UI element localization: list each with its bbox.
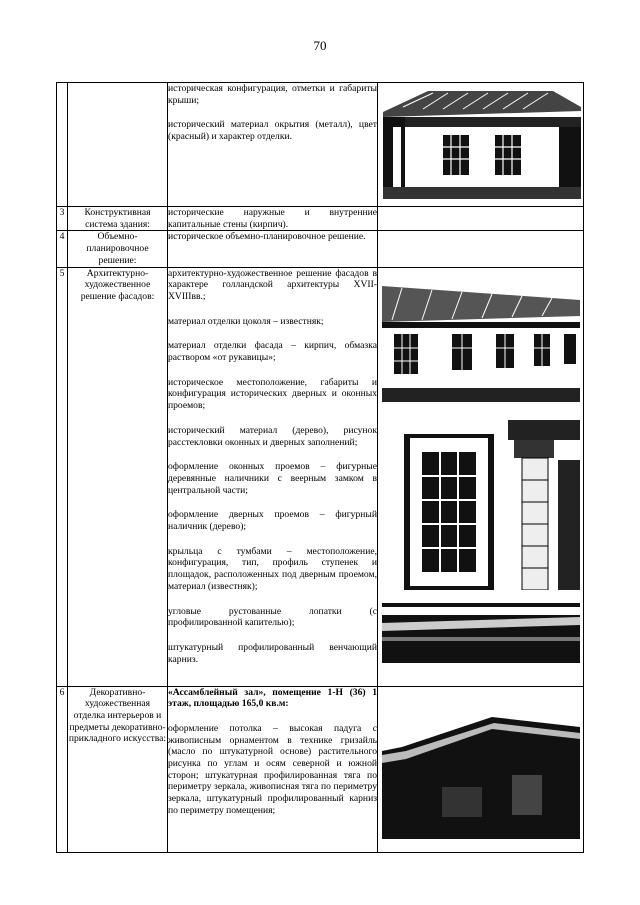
description-item: крыльца с тумбами – местоположение, конфигурация, тип, профиль ступенек и площадок, расположенных под дверным проемом, материал (известняк);	[168, 545, 377, 592]
description-item: архитектурно-художественное решение фасадов в характере голландской архитектуры XVII-XVIIIвв.;	[168, 267, 377, 302]
row-title: Объемно-планировочное решение:	[68, 231, 168, 267]
protected-features-table	[56, 82, 584, 853]
description-item: исторический материал (дерево), рисунок расстекловки оконных и дверных заполнений;	[168, 424, 377, 448]
row-number	[57, 83, 68, 207]
photo-cell	[378, 231, 584, 267]
photo-cell	[378, 83, 584, 207]
table-row	[57, 267, 584, 686]
description-item: историческое местоположение, габариты и конфигурация исторических дверных и оконных проемов;	[168, 376, 377, 412]
window-detail-photo	[404, 434, 494, 590]
description-item: историческая конфигурация, отметки и габариты крыши;	[168, 83, 377, 106]
row-number: 5	[57, 267, 68, 686]
row-title	[68, 83, 168, 207]
description-item: материал отделки цоколя – известняк;	[168, 315, 324, 327]
row-description	[168, 686, 378, 852]
table-row	[57, 686, 584, 852]
row-description	[168, 207, 378, 231]
page-number: 70	[313, 38, 327, 53]
row-number: 6	[57, 686, 68, 852]
facade-photo	[382, 282, 580, 402]
description-item: исторические наружные и внутренние капитальные стены (кирпич).	[168, 207, 377, 230]
row-description	[168, 231, 378, 267]
row-title: Декоративно-художественная отделка интерьеров и предметы декоративно-прикладного искусства:	[68, 686, 168, 852]
description-item: исторический материал окрытия (металл), цвет (красный) и характер отделки.	[168, 119, 377, 143]
table-row	[57, 207, 584, 231]
description-item: угловые рустованные лопатки (с профилированной капителью);	[168, 605, 377, 629]
row-description	[168, 267, 378, 686]
row-number: 4	[57, 231, 68, 267]
description-heading: «Ассамблейный зал», помещение 1-Н (36) 1 этаж, площадью 165,0 кв.м:	[168, 686, 377, 710]
table-row	[57, 231, 584, 267]
description-item: материал отделки фасада – кирпич, обмазка раствором «от рукавицы»;	[168, 340, 377, 364]
cornice-photo	[382, 603, 580, 663]
pilaster-capital-photo	[508, 420, 580, 590]
description-item: оформление потолка – высокая падуга с живописным орнаментом в технике гризайль (масло по штукатурной основе) растительного рисунка по углам и осям северной и южной сторон; штукатурная профилированная тяга по периметру зеркала, живописная тяга по периметру зеркала, штукатурный профилированный карниз по периметру помещения;	[168, 722, 377, 816]
row-title: Конструктивная система здания:	[68, 207, 168, 231]
ceiling-interior-photo	[382, 697, 580, 839]
table-row	[57, 83, 584, 207]
description-item: историческое объемно-планировочное решение.	[168, 231, 366, 243]
photo-cell	[378, 267, 584, 686]
description-item: оформление дверных проемов – фигурный наличник (дерево);	[168, 509, 377, 533]
row-title: Архитектурно-художественное решение фасадов:	[68, 267, 168, 686]
building-roof-photo	[383, 87, 581, 199]
description-item: оформление оконных проемов – фигурные деревянные наличники с веерным замком в центральной части;	[168, 461, 377, 496]
photo-cell	[378, 686, 584, 852]
row-number: 3	[57, 207, 68, 231]
row-description	[168, 83, 378, 207]
photo-cell	[378, 207, 584, 231]
description-item: штукатурный профилированный венчающий карниз.	[168, 641, 377, 665]
